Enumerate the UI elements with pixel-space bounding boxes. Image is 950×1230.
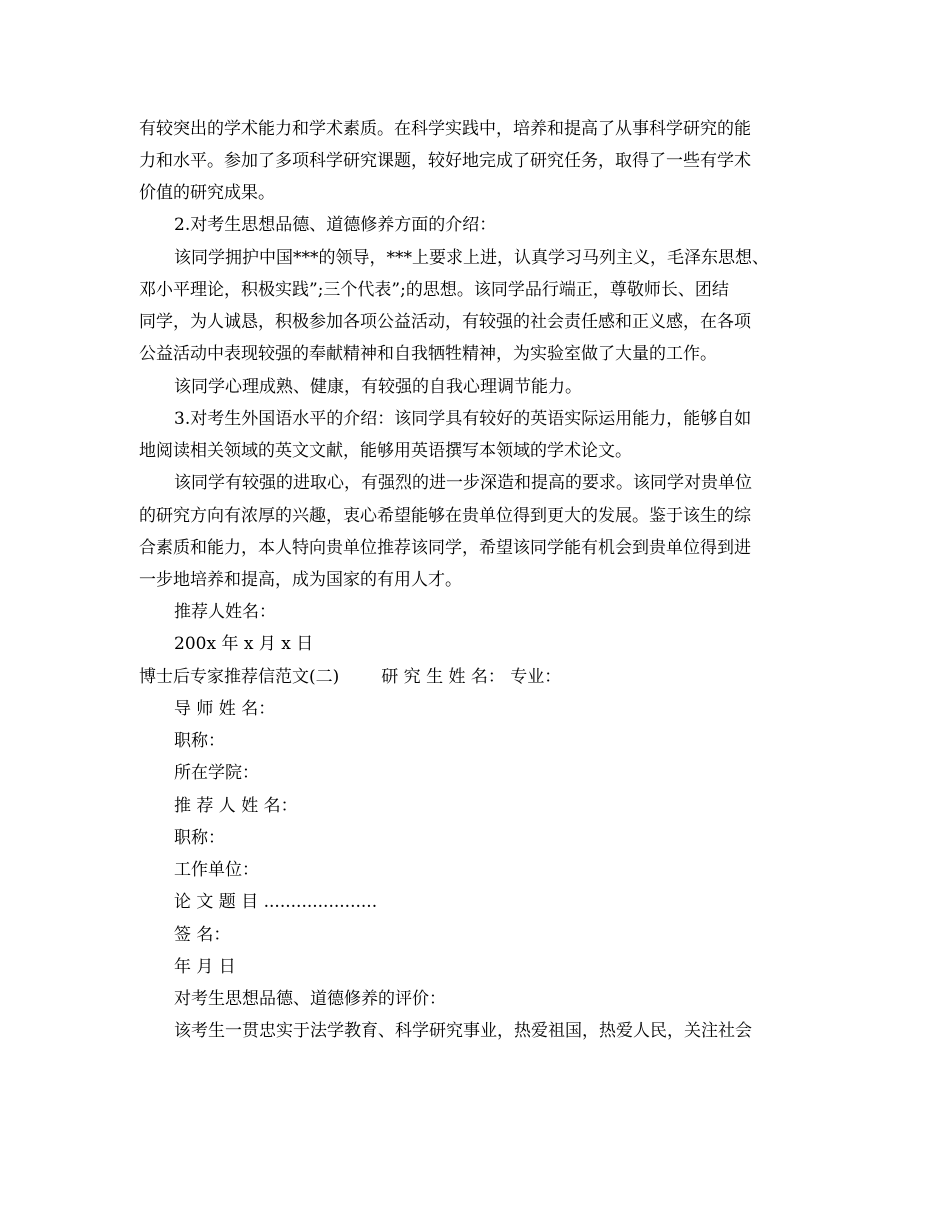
recommender-name-line: 推荐人姓名： bbox=[174, 602, 276, 622]
section-heading-line: 3.对考生外国语水平的介绍：该同学具有较好的英语实际运用能力，能够自如 bbox=[174, 409, 752, 429]
paragraph-line: 该同学心理成熟、健康，有较强的自我心理调节能力。 bbox=[174, 377, 582, 397]
paragraph-line: 的研究方向有浓厚的兴趣，衷心希望能够在贵单位得到更大的发展。鉴于该生的综 bbox=[139, 506, 751, 526]
form-line-recommender-name: 推 荐 人 姓 名： bbox=[174, 796, 298, 816]
paragraph-line: 同学，为人诚恳，积极参加各项公益活动，有较强的社会责任感和正义感，在各项 bbox=[139, 312, 751, 332]
paragraph-line: 有较突出的学术能力和学术素质。在科学实践中，培养和提高了从事科学研究的能 bbox=[139, 119, 751, 139]
form-line-signature: 签 名： bbox=[174, 925, 231, 945]
form-line-college: 所在学院： bbox=[174, 763, 259, 783]
form-line-title-2: 职称： bbox=[174, 828, 225, 848]
form-line-advisor-name: 导 师 姓 名： bbox=[174, 699, 276, 719]
paragraph-line: 一步地培养和提高，成为国家的有用人才。 bbox=[139, 570, 462, 590]
paragraph-line: 该同学拥护中国***的领导，***上要求上进，认真学习马列主义，毛泽东思想、 bbox=[174, 248, 769, 268]
paragraph-line: 该同学有较强的进取心，有强烈的进一步深造和提高的要求。该同学对贵单位 bbox=[174, 473, 752, 493]
paragraph-line: 邓小平理论，积极实践”;三个代表”;的思想。该同学品行端正，尊敬师长、团结 bbox=[139, 280, 729, 300]
paragraph-line: 价值的研究成果。 bbox=[139, 183, 275, 203]
paragraph-line: 公益活动中表现较强的奉献精神和自我牺牲精神，为实验室做了大量的工作。 bbox=[139, 344, 717, 364]
form-line-thesis-title: 论 文 题 目 ..................... bbox=[174, 892, 378, 912]
evaluation-text-line: 该考生一贯忠实于法学教育、科学研究事业，热爱祖国，热爱人民，关注社会 bbox=[174, 1021, 752, 1041]
section-heading-line: 2.对考生思想品德、道德修养方面的介绍： bbox=[174, 215, 497, 235]
student-fields: 研 究 生 姓 名： 专业： bbox=[381, 667, 562, 687]
form-line-work-unit: 工作单位： bbox=[174, 860, 259, 880]
paragraph-line: 合素质和能力，本人特向贵单位推荐该同学，希望该同学能有机会到贵单位得到进 bbox=[139, 538, 751, 558]
evaluation-heading: 对考生思想品德、道德修养的评价： bbox=[174, 989, 446, 1009]
letter-title: 博士后专家推荐信范文(二) bbox=[139, 667, 340, 687]
date-line: 200x 年 x 月 x 日 bbox=[174, 634, 314, 654]
form-line-date: 年 月 日 bbox=[174, 957, 236, 977]
form-line-title: 职称： bbox=[174, 731, 225, 751]
letter-heading bbox=[0, 666, 950, 688]
paragraph-line: 地阅读相关领域的英文文献，能够用英语撰写本领域的学术论文。 bbox=[139, 441, 632, 461]
paragraph-line: 力和水平。参加了多项科学研究课题，较好地完成了研究任务，取得了一些有学术 bbox=[139, 151, 751, 171]
